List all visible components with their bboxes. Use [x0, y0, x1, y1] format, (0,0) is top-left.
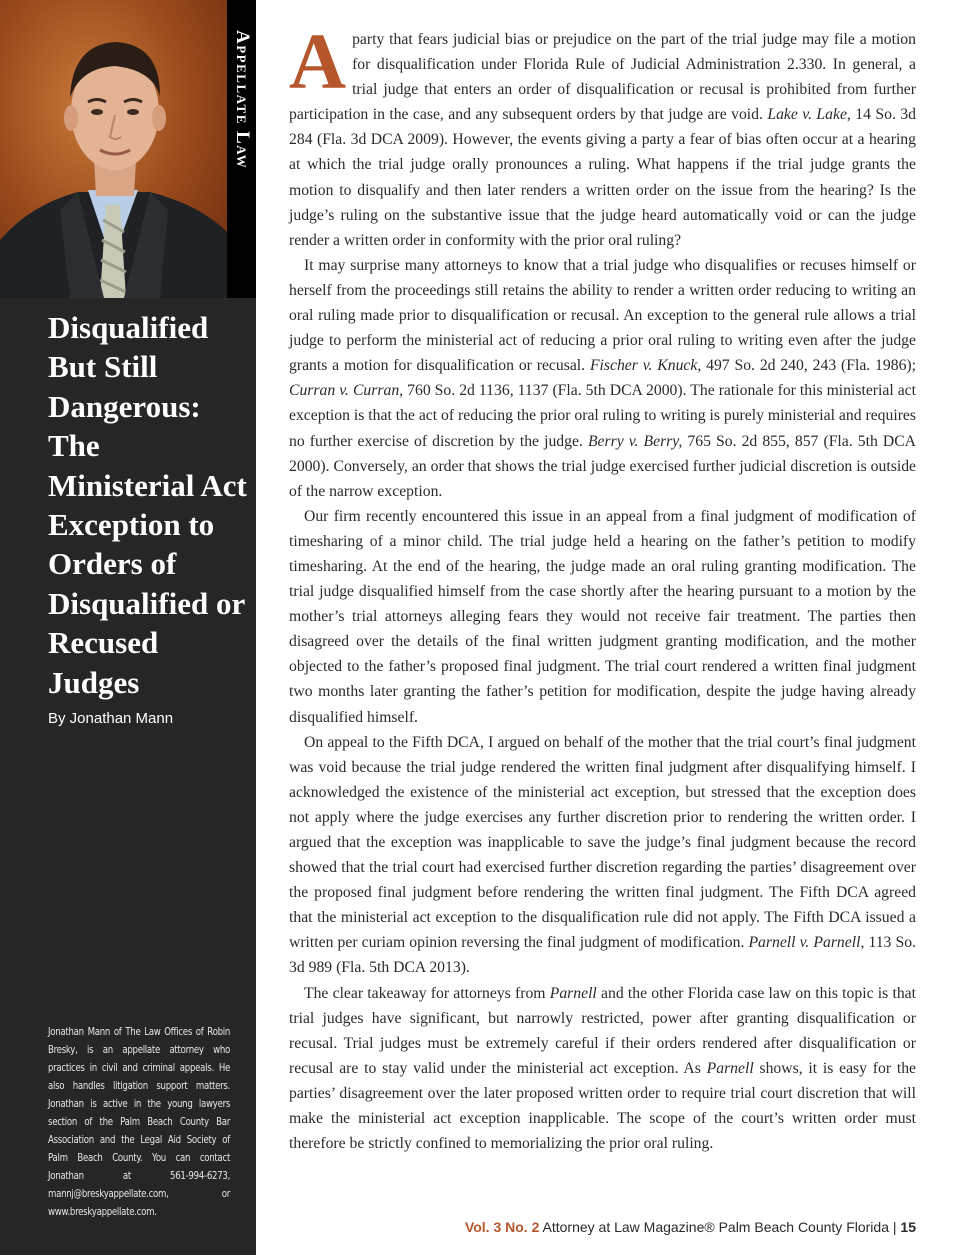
- paragraph-text: 765 So. 2d 855, 857 (Fla. 5th DCA 2000). Conversely, an order that shows the trial judge exercised further judicial discretion is outside of the narrow exception.: [289, 432, 916, 500]
- paragraph: [289, 504, 916, 730]
- paragraph-text: 497 So. 2d 240, 243 (Fla. 1986);: [701, 357, 917, 375]
- paragraph: [289, 253, 916, 504]
- footer-divider: |: [892, 1219, 897, 1235]
- paragraph-text: Our firm recently encountered this issue in an appeal from a final judgment of modification of timesharing of a minor child. The trial judge held a hearing on the father’s petition to modify timesharing. At the end of the hearing, the judge made an oral ruling granting modification. The trial judge disqualified himself from the case shortly after the hearing pursuant to a motion by the mother’s trial attorneys alleging fears they would not receive fair treatment. The parties then disagreed over the details of the final written judgment granting modification, and the mother objected to the father’s proposed final judgment. The trial court rendered a written final judgment two months later granting the father’s petition for modification, despite the judge having already disqualified himself.: [289, 507, 916, 726]
- paragraph-text: The clear takeaway for attorneys from: [304, 984, 550, 1002]
- paragraph: [289, 730, 916, 981]
- paragraph-text: , 113 So. 3d 989 (Fla. 5th DCA 2013).: [289, 934, 916, 977]
- paragraph-text: On appeal to the Fifth DCA, I argued on behalf of the mother that the trial court’s final judgment was void because the trial judge rendered the written final judgment after disqualifying himself. I acknowledged the existence of the ministerial act exception, but stressed that the exception does not apply where the judge exercises any further discretion prior to rendering the written order. I argued that the exception was inapplicable to save the judge’s final judgment because the record showed that the trial court had exercised further discretion regarding the parties’ disagreement over the proposed final judgment before rendering the written final judgment. The Fifth DCA agreed that the ministerial act exception to the disqualification rule did not apply. The Fifth DCA issued a written per curiam opinion reversing the final judgment of modification.: [289, 733, 916, 952]
- case-citation: Fischer v. Knuck,: [589, 357, 702, 375]
- paragraph-text: It may surprise many attorneys to know that a trial judge who disqualifies or recuses himself or herself from the proceedings still retains the ability to render a written order reducing to writing an oral ruling made prior to disqualification or recusal. An exception to the general rule allows a trial judge to perform the ministerial act of reducing a prior oral ruling to writing even after the judge grants a motion for disqualification or recusal.: [289, 256, 916, 375]
- case-citation: Lake v. Lake,: [767, 106, 851, 124]
- paragraph-text: and the other Florida case law on this topic is that trial judges have significant, but narrowly restricted, power after granting disqualification or recusal. Trial judges must be extremely careful if their orders rendered after disqualification or recusal are to stay valid under the ministerial act exception. As: [289, 984, 916, 1077]
- case-citation: Parnell v. Parnell: [748, 934, 861, 952]
- paragraph-text: 14 So. 3d 284 (Fla. 3d DCA 2009). However, the events giving a party a fear of bias often occur at a hearing at which the trial judge orally pronounces a ruling. What happens if the trial judge grants the motion to disqualify and then later renders a written order on the issue from the hearing? Is the judge’s ruling on the substantive issue that the judge heard automatically void or can the judge render a written order in conformity with the prior oral ruling?: [289, 106, 916, 249]
- section-tab: [227, 0, 256, 298]
- paragraph-text: party that fears judicial bias or prejudice on the part of the trial judge may file a motion for disqualification under Florida Rule of Judicial Administration 2.330. In general, a trial judge that enters an order of disqualification or recusal is prohibited from further participation in the case, and any subsequent orders by that judge are void.: [289, 31, 916, 124]
- author-portrait-image: [0, 0, 227, 298]
- article-body: [289, 19, 917, 1156]
- byline: By Jonathan Mann: [48, 710, 174, 727]
- author-photo: [0, 0, 227, 298]
- drop-cap: A: [289, 19, 347, 106]
- paragraph-text: shows, it is easy for the parties’ disagreement over the later proposed written order to require trial court discretion that will make the ministerial act exception inapplicable. The scope of the court’s written order must therefore be strictly confined to memorializing the prior oral ruling.: [289, 1059, 916, 1153]
- paragraph: [289, 19, 916, 253]
- case-citation: Berry v. Berry,: [587, 432, 683, 450]
- article-title: Disqualified But Still Dangerous: The Ministerial Act Exception to Orders of Disqualified or Recused Judges: [48, 310, 247, 700]
- footer-publication: Attorney at Law Magazine® Palm Beach County Florida: [542, 1219, 889, 1235]
- paragraph-text: 760 So. 2d 1136, 1137 (Fla. 5th DCA 2000). The rationale for this ministerial act exception is that the act of reducing the prior oral ruling to writing is purely ministerial and requires no further exercise of discretion by the judge.: [289, 382, 916, 450]
- case-citation: Curran v. Curran,: [289, 382, 404, 400]
- author-bio: Jonathan Mann of The Law Offices of Robin Bresky, is an appellate attorney who practices in civil and criminal appeals. He also handles litigation support matters. Jonathan is active in the young lawyers section of the Palm Beach County Bar Association and the Legal Aid Society of Palm Beach County. You can contact Jonathan at 561-994-6273, mannj@breskyappellate.com, or www.breskyappellate.com.: [48, 1026, 231, 1218]
- footer-volume: Vol. 3 No. 2: [464, 1219, 540, 1235]
- case-citation: Parnell: [706, 1059, 754, 1077]
- case-citation: Parnell: [549, 984, 597, 1002]
- page-number: 15: [900, 1219, 916, 1235]
- sidebar: [0, 0, 256, 1255]
- page-footer: [465, 1219, 916, 1235]
- paragraph: [289, 981, 916, 1157]
- section-label: Appellate Law: [232, 30, 253, 170]
